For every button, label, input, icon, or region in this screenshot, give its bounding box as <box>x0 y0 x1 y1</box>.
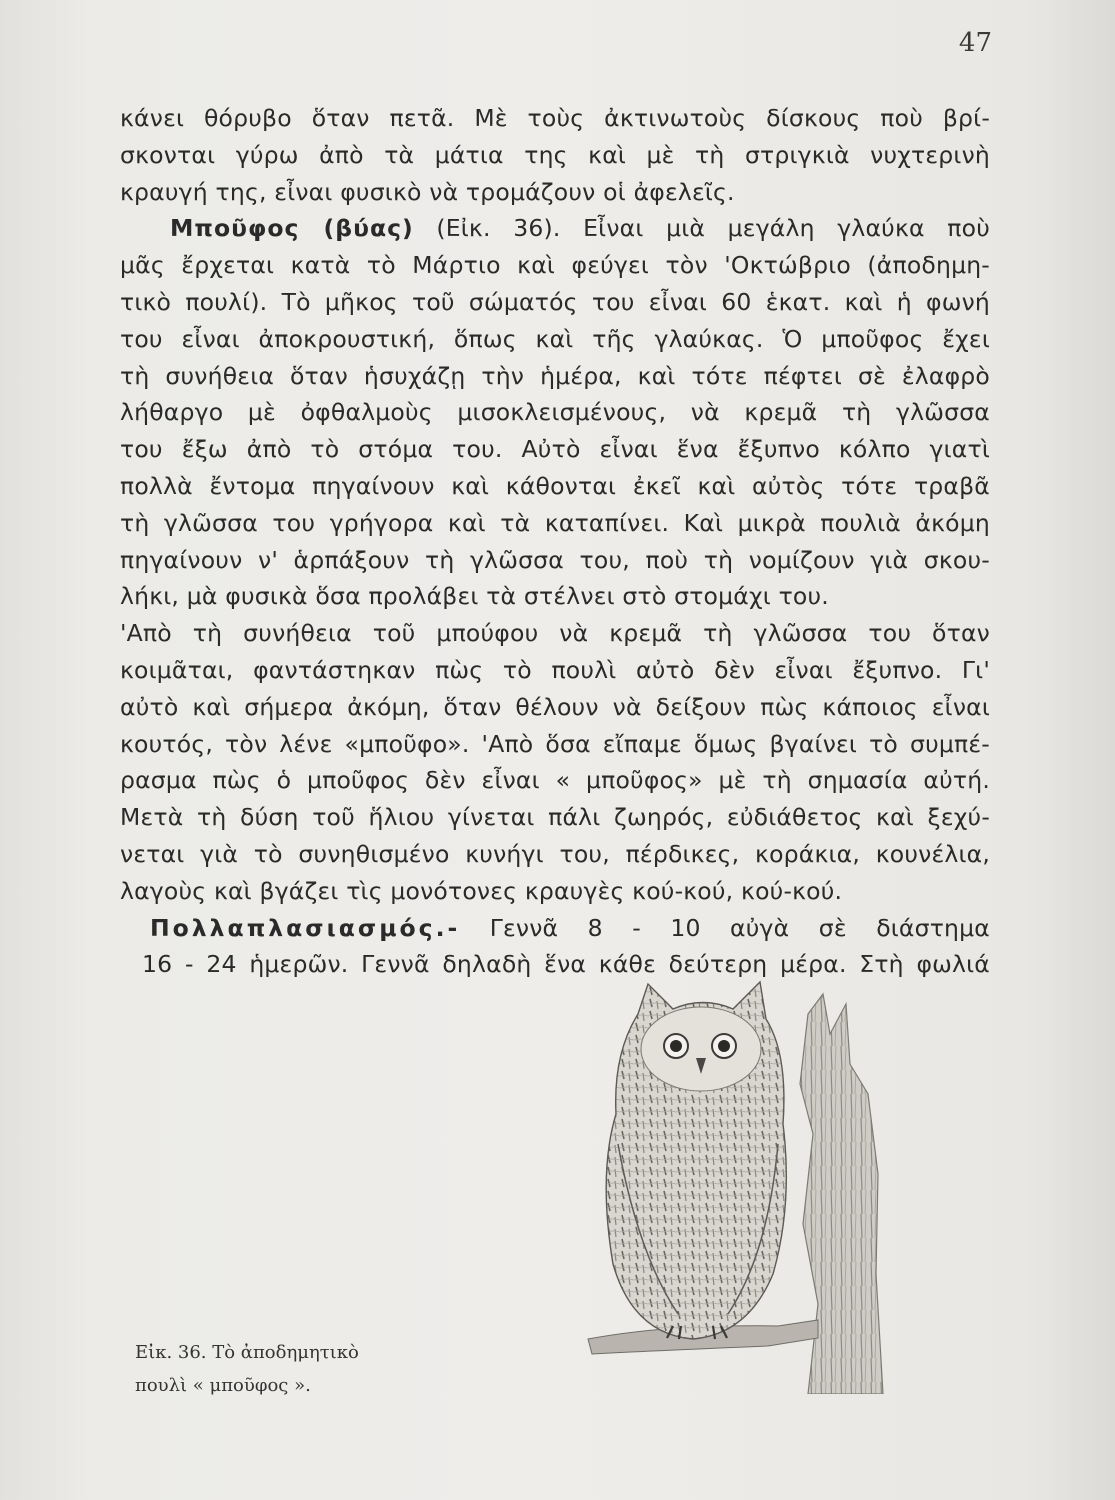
section-heading: Πολλαπλασιασμός.- <box>150 913 461 942</box>
text-line: μᾶς ἔρχεται κατὰ τὸ Μάρτιο καὶ φεύγει τὸν 'Οκτώβριο (ἀποδημη- <box>120 251 990 280</box>
text-line: λαγοὺς καὶ βγάζει τὶς μονότονες κραυγὲς κού-κού, κού-κού. <box>120 876 843 905</box>
text-line: 16 - 24 ἡμερῶν. Γεννᾶ δηλαδὴ ἕνα κάθε δεύτερη μέρα. Στὴ φωλιά <box>142 950 990 979</box>
text-line: ρασμα πὼς ὁ μποῦφος δὲν εἶναι « μποῦφος» μὲ τὴ σημασία αὐτή. <box>120 766 990 795</box>
text-line: νεται γιὰ τὸ συνηθισμένο κυνήγι του, πέρδικες, κοράκια, κουνέλια, <box>120 839 990 868</box>
text-line: τὴ γλῶσσα του γρήγορα καὶ τὰ καταπίνει. Καὶ μικρὰ πουλιὰ ἀκόμη <box>120 508 990 537</box>
text-line: 'Απὸ τὴ συνήθεια τοῦ μπούφου νὰ κρεμᾶ τὴ γλῶσσα του ὅταν <box>120 619 990 648</box>
heading-line <box>120 210 990 247</box>
text-line: κοιμᾶται, φαντάστηκαν πὼς τὸ πουλὶ αὐτὸ δὲν εἶναι ἔξυπνο. Γι' <box>120 655 990 684</box>
heading-line-rest: (Εἰκ. 36). Εἶναι μιὰ μεγάλη γλαύκα ποὺ <box>413 214 990 243</box>
text-line: πηγαίνουν ν' ἁρπάξουν τὴ γλῶσσα του, ποὺ τὴ νομίζουν γιὰ σκου- <box>120 545 990 574</box>
text-line: του ἔξω ἀπὸ τὸ στόμα του. Αὐτὸ εἶναι ἕνα ἔξυπνο κόλπο γιατὶ <box>120 435 990 464</box>
text-line: κάνει θόρυβο ὅταν πετᾶ. Μὲ τοὺς ἀκτινωτοὺς δίσκους ποὺ βρί- <box>120 104 990 132</box>
text-line: αὐτὸ καὶ σήμερα ἀκόμη, ὅταν θέλουν νὰ δείξουν πὼς κάποιος εἶναι <box>120 692 990 721</box>
face-disc <box>641 1007 761 1091</box>
text-line: κραυγή της, εἶναι φυσικὸ νὰ τρομάζουν οἱ ἀφελεῖς. <box>120 177 735 206</box>
body-text <box>120 100 990 983</box>
page-number: 47 <box>958 28 992 58</box>
text-line: του εἶναι ἀποκρουστική, ὅπως καὶ τῆς γλαύκας. Ὁ μποῦφος ἔχει <box>120 324 990 353</box>
text-line: λήθαργο μὲ ὀφθαλμοὺς μισοκλεισμένους, νὰ κρεμᾶ τὴ γλῶσσα <box>120 398 990 427</box>
figure-caption <box>135 1336 465 1402</box>
owl-illustration <box>578 974 888 1394</box>
text-line: τὴ συνήθεια ὅταν ἡσυχάζῃ τὴν ἡμέρα, καὶ τότε πέφτει σὲ ἐλαφρὸ <box>120 361 990 390</box>
text-line: πολλὰ ἔντομα πηγαίνουν καὶ κάθονται ἐκεῖ καὶ αὐτὸς τότε τραβᾶ <box>120 471 990 500</box>
species-heading: Μποῦφος (βύας) <box>170 214 414 243</box>
text-line: λήκι, μὰ φυσικὰ ὅσα προλάβει τὰ στέλνει στὸ στομάχι του. <box>120 582 829 611</box>
section-line-rest: Γεννᾶ 8 - 10 αὐγὰ σὲ διάστημα <box>460 913 990 942</box>
section-line <box>120 910 990 947</box>
text-line: κουτός, τὸν λένε «μποῦφο». 'Απὸ ὅσα εἴπαμε ὅμως βγαίνει τὸ συμπέ- <box>120 729 990 758</box>
text-line: σκονται γύρω ἀπὸ τὰ μάτια της καὶ μὲ τὴ στριγκιὰ νυχτερινὴ <box>120 140 990 169</box>
caption-line: πουλὶ « μποῦφος ». <box>135 1375 311 1396</box>
caption-line: Εἰκ. 36. Τὸ ἀποδημητικὸ <box>135 1342 359 1363</box>
text-line: τικὸ πουλί). Τὸ μῆκος τοῦ σώματός του εἶναι 60 ἑκατ. καὶ ἡ φωνή <box>120 287 990 316</box>
text-line: Μετὰ τὴ δύση τοῦ ἥλιου γίνεται πάλι ζωηρός, εὐδιάθετος καὶ ξεχύ- <box>120 803 990 832</box>
